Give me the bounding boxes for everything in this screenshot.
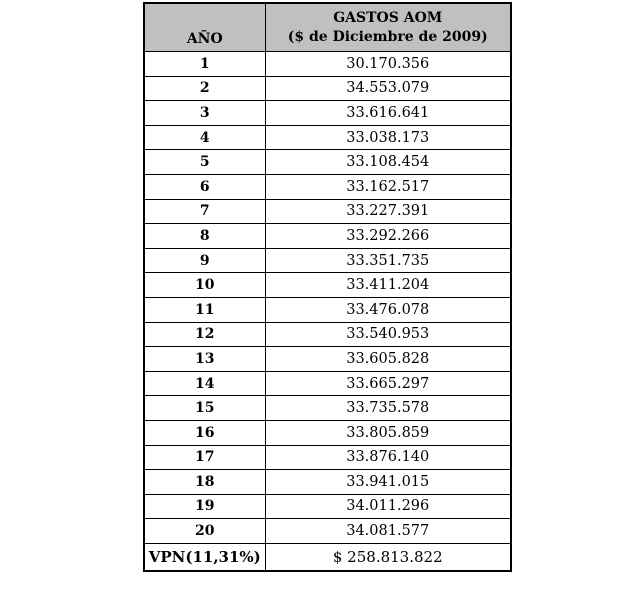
- table-row: [144, 297, 511, 322]
- vpn-label: VPN(11,31%): [144, 543, 265, 571]
- table-row: [144, 174, 511, 199]
- year-cell: 5: [144, 150, 265, 175]
- year-cell: 20: [144, 519, 265, 544]
- amount-cell: 34.011.296: [265, 494, 511, 519]
- gastos-aom-table: [143, 2, 512, 572]
- amount-header-line2: ($ de Diciembre de 2009): [287, 28, 488, 45]
- amount-cell: 33.108.454: [265, 150, 511, 175]
- year-cell: 8: [144, 224, 265, 249]
- year-cell: 9: [144, 248, 265, 273]
- table-row: [144, 52, 511, 77]
- table-row: [144, 445, 511, 470]
- amount-cell: 33.805.859: [265, 420, 511, 445]
- year-column-header: AÑO: [144, 3, 265, 52]
- vpn-row: [144, 543, 511, 571]
- table-header: [144, 3, 511, 52]
- year-cell: 14: [144, 371, 265, 396]
- amount-cell: 33.540.953: [265, 322, 511, 347]
- amount-cell: 33.665.297: [265, 371, 511, 396]
- table-row: [144, 125, 511, 150]
- table-row: [144, 494, 511, 519]
- amount-cell: 33.411.204: [265, 273, 511, 298]
- amount-cell: 33.735.578: [265, 396, 511, 421]
- amount-cell: 33.162.517: [265, 174, 511, 199]
- table-row: [144, 248, 511, 273]
- year-cell: 17: [144, 445, 265, 470]
- vpn-value: $ 258.813.822: [265, 543, 511, 571]
- table-row: [144, 150, 511, 175]
- amount-cell: 33.876.140: [265, 445, 511, 470]
- table-row: [144, 322, 511, 347]
- table-row: [144, 519, 511, 544]
- year-cell: 13: [144, 347, 265, 372]
- table-row: [144, 199, 511, 224]
- year-cell: 3: [144, 101, 265, 126]
- amount-cell: 33.605.828: [265, 347, 511, 372]
- year-cell: 2: [144, 76, 265, 101]
- table-row: [144, 273, 511, 298]
- year-cell: 7: [144, 199, 265, 224]
- amount-cell: 33.292.266: [265, 224, 511, 249]
- amount-cell: 33.351.735: [265, 248, 511, 273]
- table-row: [144, 101, 511, 126]
- amount-cell: 34.553.079: [265, 76, 511, 101]
- table-row: [144, 470, 511, 495]
- table-row: [144, 396, 511, 421]
- year-cell: 6: [144, 174, 265, 199]
- amount-column-header: [265, 3, 511, 52]
- amount-cell: 33.227.391: [265, 199, 511, 224]
- table-footer: [144, 543, 511, 571]
- header-row: [144, 3, 511, 52]
- year-cell: 1: [144, 52, 265, 77]
- table-row: [144, 76, 511, 101]
- table-row: [144, 420, 511, 445]
- year-cell: 4: [144, 125, 265, 150]
- table-row: [144, 224, 511, 249]
- amount-header-line1: GASTOS AOM: [333, 10, 443, 27]
- amount-cell: 33.038.173: [265, 125, 511, 150]
- amount-cell: 30.170.356: [265, 52, 511, 77]
- year-cell: 19: [144, 494, 265, 519]
- amount-cell: 34.081.577: [265, 519, 511, 544]
- amount-cell: 33.476.078: [265, 297, 511, 322]
- table-row: [144, 347, 511, 372]
- year-cell: 11: [144, 297, 265, 322]
- year-cell: 15: [144, 396, 265, 421]
- table-row: [144, 371, 511, 396]
- table-body: [144, 52, 511, 544]
- year-cell: 12: [144, 322, 265, 347]
- year-cell: 16: [144, 420, 265, 445]
- year-cell: 10: [144, 273, 265, 298]
- amount-cell: 33.941.015: [265, 470, 511, 495]
- year-cell: 18: [144, 470, 265, 495]
- amount-cell: 33.616.641: [265, 101, 511, 126]
